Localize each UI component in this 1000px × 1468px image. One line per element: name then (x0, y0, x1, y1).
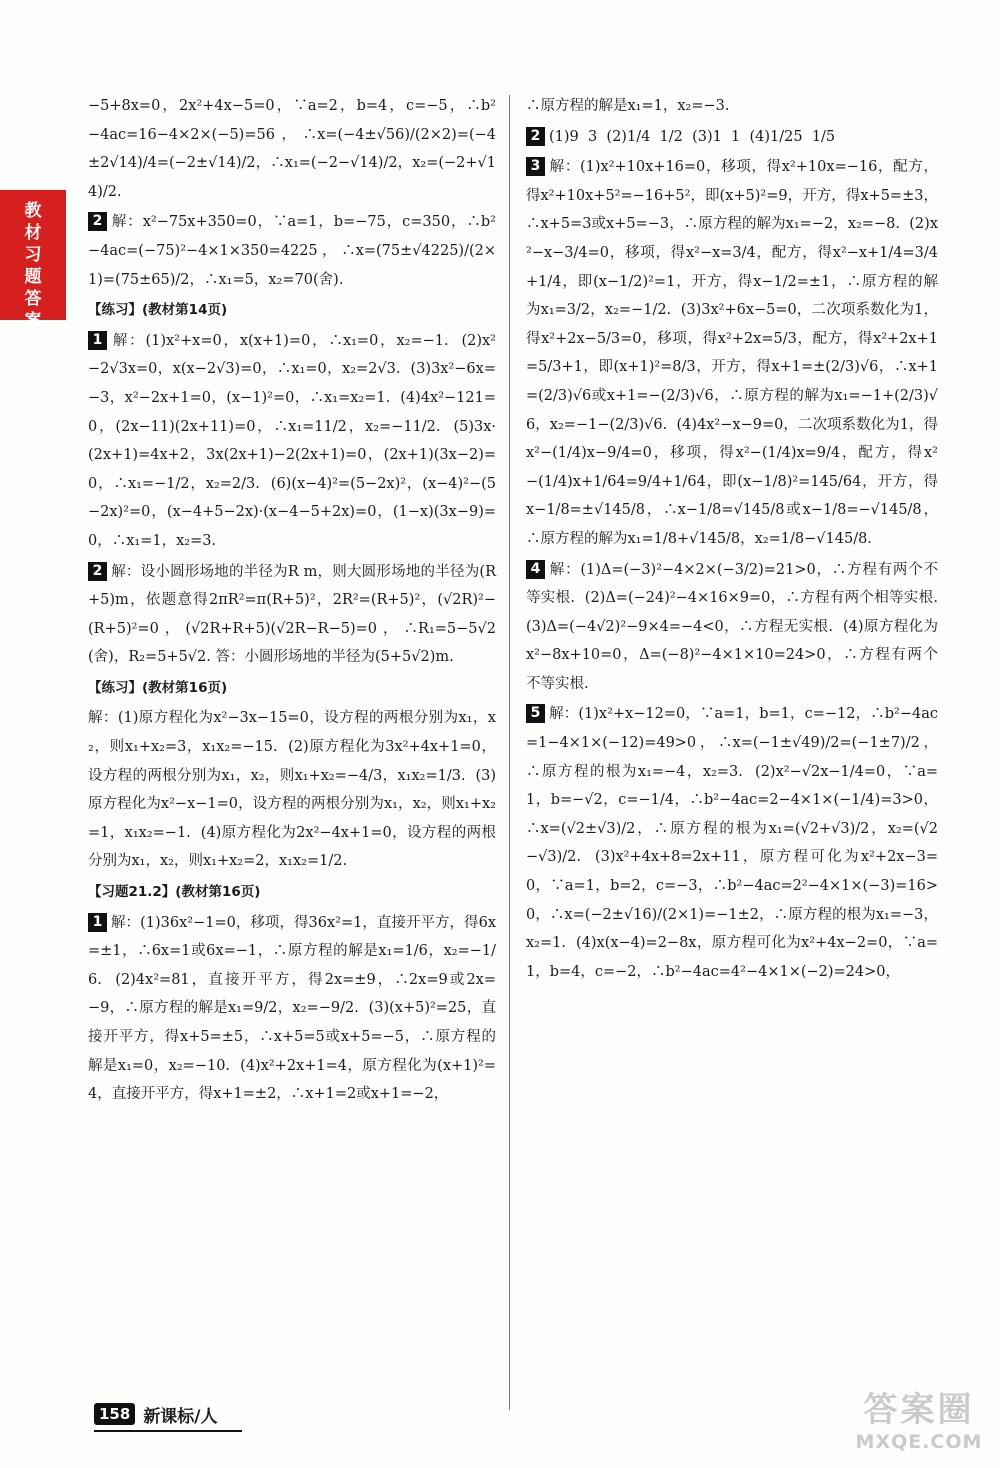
question-number-badge: 2 (526, 127, 545, 146)
answer-text: 解：(1)x²+x=0，x(x+1)=0，∴x₁=0，x₂=−1. (2)x²−2√3x=0，x(x−2√3)=0，∴x₁=0，x₂=2√3. (3)3x²−6x=−3，x²−2x+1=0，(x−1)²=0，∴x₁=x₂=1. (4)4x²−121=0，(2x−11)(2x+11)=0，∴x₁=11/2，x₂=−11/2. (5)3x·(2x+1)=4x+2，3x(2x+1)−2(2x+1)=0，(2x+1)(3x−2)=0，∴x₁=−1/2，x₂=2/3. (6)(x−4)²=(5−2x)²，(x−4)²−(5−2x)²=0，(x−4+5−2x)·(x−4−5+2x)=0，(1−x)(3x−9)=0，∴x₁=1，x₂=3. (88, 332, 496, 549)
answer-paragraph (88, 558, 496, 672)
footer-underline (94, 1430, 242, 1432)
answer-paragraph (88, 327, 496, 556)
section-side-tab: 教材习题答案 (0, 190, 66, 320)
answer-paragraph (526, 92, 938, 121)
answer-text: 解：(1)Δ=(−3)²−4×2×(−3/2)=21>0，∴方程有两个不等实根. (2)Δ=(−24)²−4×16×9=0，∴方程有两个相等实根. (3)Δ=(−4√2)²−9×4=−4<0，∴方程无实根. (4)原方程化为x²−8x+10=0，Δ=(−8)²−4×1×10=24>0，∴方程有两个不等实根. (526, 561, 948, 692)
watermark-url: MXQE.COM (855, 1431, 983, 1453)
answer-paragraph (526, 123, 938, 152)
answer-paragraph (88, 704, 496, 876)
answer-paragraph (526, 700, 938, 986)
question-number-badge: 2 (88, 212, 107, 231)
question-number-badge: 3 (526, 157, 545, 176)
question-number-badge: 1 (88, 913, 107, 932)
answer-text: ∴原方程的解是x₁=1，x₂=−3. (526, 98, 730, 114)
watermark-logo-text: 答案圈 (863, 1390, 975, 1430)
question-number-badge: 5 (526, 704, 545, 723)
answer-text: 解：x²−75x+350=0，∵a=1，b=−75，c=350，∴b²−4ac=(−75)²−4×1×350=4225，∴x=(75±√4225)/(2×1)=(75±65)/2，∴x₁=5，x₂=70(舍). (88, 214, 496, 288)
answer-text: 解：(1)36x²−1=0，移项，得36x²=1，直接开平方，得6x=±1，∴6x=1或6x=−1，∴原方程的解是x₁=1/6，x₂=−1/6. (2)4x²=81，直接开平方，得2x=±9，∴2x=9或2x=−9，∴原方程的解是x₁=9/2，x₂=−9/2. (3)(x+5)²=25，直接开平方，得x+5=±5，∴x+5=5或x+5=−5，∴原方程的解是x₁=0，x₂=−10. (4)x²+2x+1=4，原方程化为(x+1)²=4，直接开平方，得x+1=±2，∴x+1=2或x+1=−2， (88, 914, 496, 1103)
answer-paragraph (526, 153, 938, 553)
site-watermark (844, 1390, 994, 1460)
answer-text: 解：(1)原方程化为x²−3x−15=0，设方程的两根分别为x₁，x₂，则x₁+x₂=3，x₁x₂=−15. (2)原方程化为3x²+4x+1=0，设方程的两根分别为x₁，x₂，则x₁+x₂=−4/3，x₁x₂=1/3. (3)原方程化为x²−x−1=0，设方程的两根分别为x₁，x₂，则x₁+x₂=1，x₁x₂=−1. (4)原方程化为2x²−4x+1=0，设方程的两根分别为x₁，x₂，则x₁+x₂=2，x₁x₂=1/2. (88, 710, 496, 870)
answer-text: 解：(1)x²+10x+16=0，移项，得x²+10x=−16，配方，得x²+10x+5²=−16+5²，即(x+5)²=9，开方，得x+5=±3，∴x+5=3或x+5=−3，∴原方程的解为x₁=−2，x₂=−8. (2)x²−x−3/4=0，移项，得x²−x=3/4，配方，得x²−x+1/4=3/4+1/4，即(x−1/2)²=1，开方，得x−1/2=±1，∴原方程的解为x₁=3/2，x₂=−1/2. (3)3x²+6x−5=0，二次项系数化为1，得x²+2x−5/3=0，移项，得x²+2x=5/3，配方，得x²+2x+1=5/3+1，即(x+1)²=8/3，开方，得x+1=±(2/3)√6，∴x+1=(2/3)√6或x+1=−(2/3)√6，∴原方程的解为x₁=−1+(2/3)√6，x₂=−1−(2/3)√6. (4)4x²−x−9=0，二次项系数化为1，得x²−(1/4)x−9/4=0，移项，得x²−(1/4)x=9/4，配方，得x²−(1/4)x+1/64=9/4+1/64，即(x−1/8)²=145/64，开方，得x−1/8=±√145/8，∴x−1/8=√145/8或x−1/8=−√145/8，∴原方程的解为x₁=1/8+√145/8，x₂=1/8−√145/8. (526, 159, 938, 547)
question-number-badge: 1 (88, 331, 107, 350)
section-heading: 【练习】(教材第14页) (88, 302, 228, 319)
answer-paragraph (526, 556, 948, 699)
answer-text: 解：设小圆形场地的半径为R m，则大圆形场地的半径为(R+5)m，依题意得2πR²=π(R+5)²，2R²=(R+5)²，(√2R)²−(R+5)²=0，(√2R+R+5)(√2R−R−5)=0，∴R₁=5−5√2(舍)，R₂=5+5√2. 答：小圆形场地的半径为(5+5√2)m. (88, 563, 496, 666)
left-column (88, 92, 496, 1109)
answer-text: −5+8x=0，2x²+4x−5=0，∵a=2，b=4，c=−5，∴b²−4ac=16−4×2×(−5)=56，∴x=(−4±√56)/(2×2)=(−4±2√14)/4=(−2±√14)/2，∴x₁=(−2−√14)/2，x₂=(−2+√14)/2. (88, 98, 496, 200)
answer-text: 解：(1)x²+x−12=0，∵a=1，b=1，c=−12，∴b²−4ac=1−4×1×(−12)=49>0，∴x=(−1±√49)/2=(−1±7)/2，∴原方程的根为x₁=−4，x₂=3. (2)x²−√2x−1/4=0，∵a=1，b=−√2，c=−1/4，∴b²−4ac=2−4×1×(−1/4)=3>0，∴x=(√2±√3)/2，∴原方程的根为x₁=(√2+√3)/2，x₂=(√2−√3)/2. (3)x²+4x+8=2x+11，原方程可化为x²+2x−3=0，∵a=1，b=2，c=−3，∴b²−4ac=2²−4×1×(−3)=16>0，∴x=(−2±√16)/(2×1)=−1±2，∴原方程的根为x₁=−3，x₂=1. (4)x(x−4)=2−8x，原方程可化为x²+4x−2=0，∵a=1，b=4，c=−2，∴b²−4ac=4²−4×1×(−2)=24>0， (526, 706, 938, 980)
page-number: 158 (94, 1403, 135, 1425)
answer-paragraph (88, 208, 496, 294)
section-heading: 【练习】(教材第16页) (88, 679, 228, 696)
question-number-badge: 4 (526, 560, 545, 579)
answer-paragraph (88, 92, 496, 206)
question-number-badge: 2 (88, 562, 107, 581)
answer-paragraph (88, 909, 496, 1109)
column-divider (509, 95, 510, 1410)
answer-text: (1)9 3 (2)1/4 1/2 (3)1 1 (4)1/25 1/5 (549, 128, 836, 145)
page-footer (94, 1400, 218, 1428)
series-label: 新课标/人 (143, 1406, 218, 1427)
right-column (526, 92, 948, 986)
section-heading: 【习题21.2】(教材第16页) (88, 884, 261, 901)
